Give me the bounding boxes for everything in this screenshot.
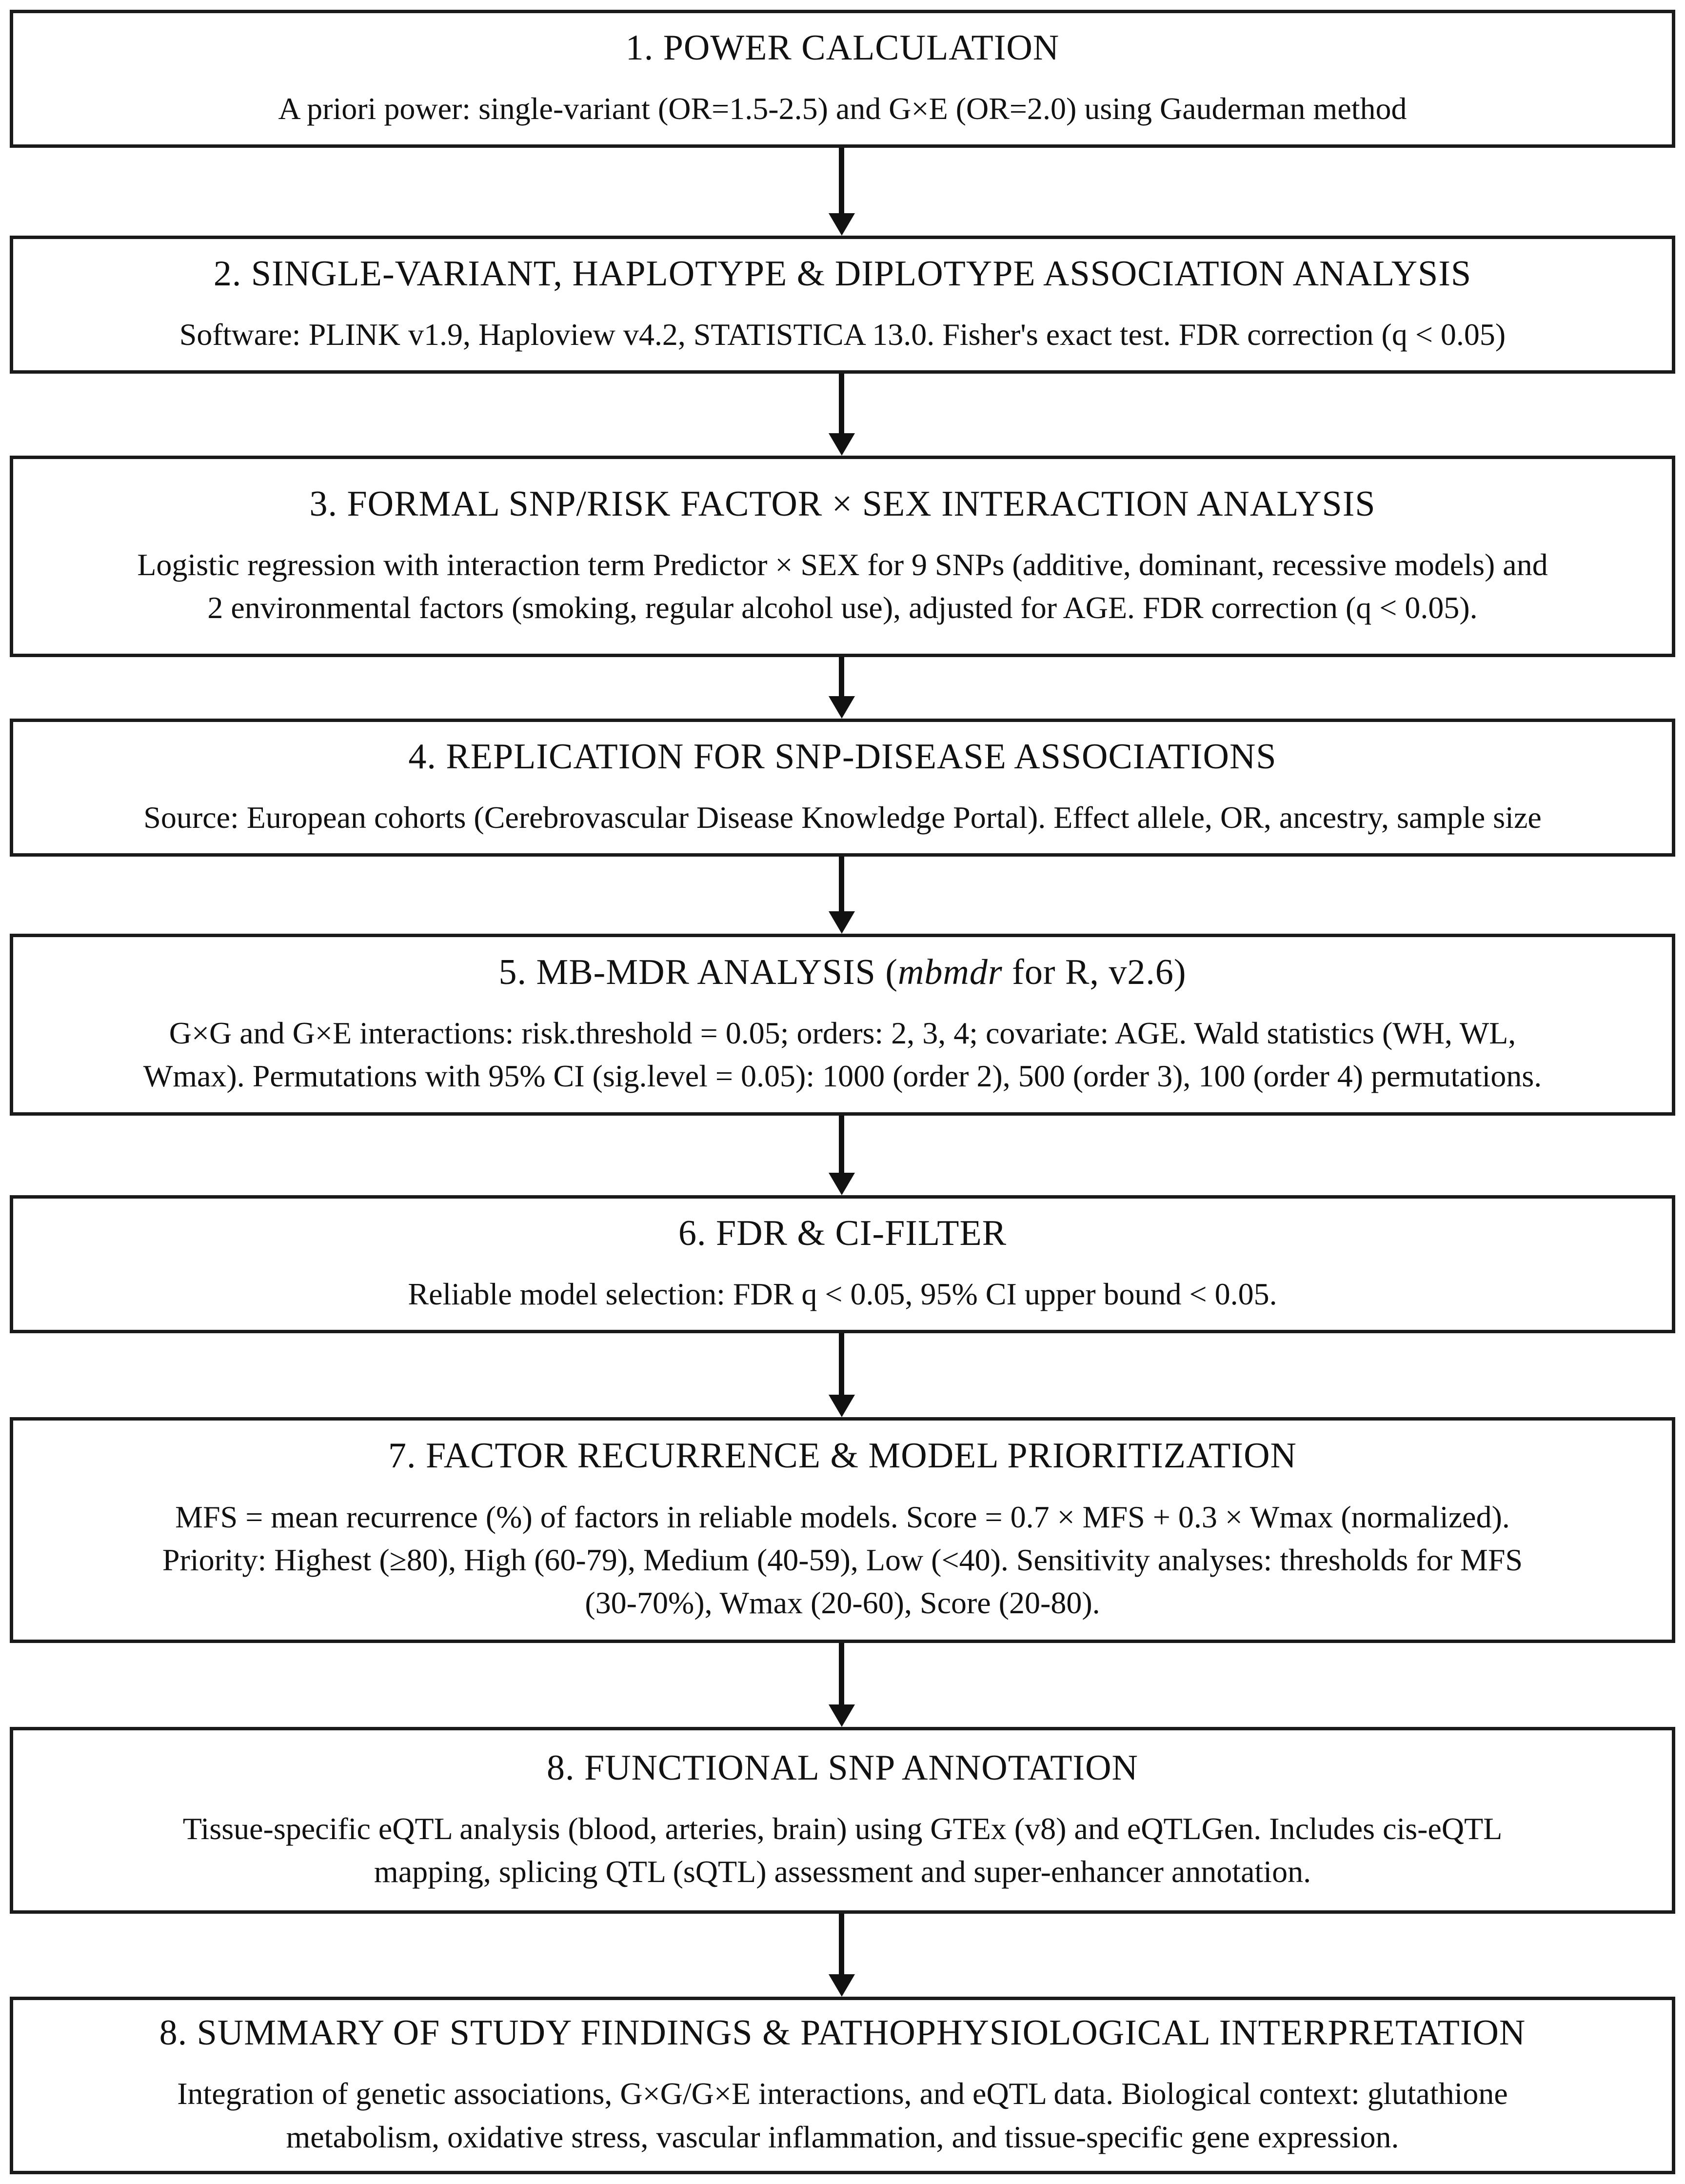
step-7-model-prioritization xyxy=(10,1417,1675,1643)
step-title: 8. FUNCTIONAL SNP ANNOTATION xyxy=(547,1747,1138,1788)
step-title: 1. POWER CALCULATION xyxy=(625,27,1060,68)
step-description: A priori power: single-variant (OR=1.5-2.5) and G×E (OR=2.0) using Gauderman method xyxy=(278,91,1407,126)
flow-arrow xyxy=(837,374,847,456)
step-title: 2. SINGLE-VARIANT, HAPLOTYPE & DIPLOTYPE ASSOCIATION ANALYSIS xyxy=(213,253,1472,294)
step-description: Software: PLINK v1.9, Haploview v4.2, STATISTICA 13.0. Fisher's exact test. FDR correction (q < 0.05) xyxy=(179,317,1506,352)
step-description: MFS = mean recurrence (%) of factors in reliable models. Score = 0.7 × MFS + 0.3 × Wmax (normalized). Priority: Highest (≥80), High (60-79), Medium (40-59), Low (<40). Sensitivity analyses: thresholds for MFS (30-70%), Wmax (20-60), Score (20-80). xyxy=(162,1499,1523,1621)
step-description: Integration of genetic associations, G×G/G×E interactions, and eQTL data. Biological context: glutathione metabolism, oxidative stress, vascular inflammation, and tissue-specific gene expression. xyxy=(177,2076,1508,2154)
flow-arrow xyxy=(837,857,847,934)
step-5-mb-mdr-analysis xyxy=(10,934,1675,1116)
step-description: G×G and G×E interactions: risk.threshold = 0.05; orders: 2, 3, 4; covariate: AGE. Wald statistics (WH, WL, Wmax). Permutations with 95% CI (sig.level = 0.05): 1000 (order 2), 500 (order 3), 100 (order 4) permutations. xyxy=(143,1015,1542,1094)
step-title: 8. SUMMARY OF STUDY FINDINGS & PATHOPHYSIOLOGICAL INTERPRETATION xyxy=(159,2013,1526,2053)
flow-arrow xyxy=(837,1333,847,1417)
step-8-summary-interpretation xyxy=(10,1997,1675,2174)
step-2-association-analysis xyxy=(10,236,1675,374)
flow-arrow xyxy=(837,657,847,719)
step-8-functional-annotation xyxy=(10,1727,1675,1914)
flow-arrow xyxy=(837,1643,847,1727)
step-6-fdr-ci-filter xyxy=(10,1195,1675,1333)
step-description: Tissue-specific eQTL analysis (blood, arteries, brain) using GTEx (v8) and eQTLGen. Includes cis-eQTL mapping, splicing QTL (sQTL) assessment and super-enhancer annotation. xyxy=(182,1811,1503,1889)
flow-arrow xyxy=(837,148,847,236)
step-description: Logistic regression with interaction term Predictor × SEX for 9 SNPs (additive, dominant, recessive models) and 2 environmental factors (smoking, regular alcohol use), adjusted for AGE. FDR correction (q < 0.05). xyxy=(137,547,1548,625)
flow-arrow xyxy=(837,1116,847,1195)
step-description: Reliable model selection: FDR q < 0.05, 95% CI upper bound < 0.05. xyxy=(408,1276,1277,1311)
step-title: 6. FDR & CI-FILTER xyxy=(678,1213,1007,1253)
flow-arrow xyxy=(837,1914,847,1997)
step-title: 7. FACTOR RECURRENCE & MODEL PRIORITIZATION xyxy=(388,1436,1297,1476)
software-name: mbmdr xyxy=(897,952,1003,992)
step-title: 5. MB-MDR ANALYSIS (mbmdr for R, v2.6) xyxy=(498,952,1187,992)
step-4-replication xyxy=(10,719,1675,857)
step-1-power-calculation xyxy=(10,10,1675,148)
step-title: 3. FORMAL SNP/RISK FACTOR × SEX INTERACTION ANALYSIS xyxy=(309,483,1376,524)
step-title: 4. REPLICATION FOR SNP-DISEASE ASSOCIATIONS xyxy=(408,736,1277,777)
step-description: Source: European cohorts (Cerebrovascular Disease Knowledge Portal). Effect allele, OR, ancestry, sample size xyxy=(143,800,1542,835)
step-3-interaction-analysis xyxy=(10,456,1675,657)
